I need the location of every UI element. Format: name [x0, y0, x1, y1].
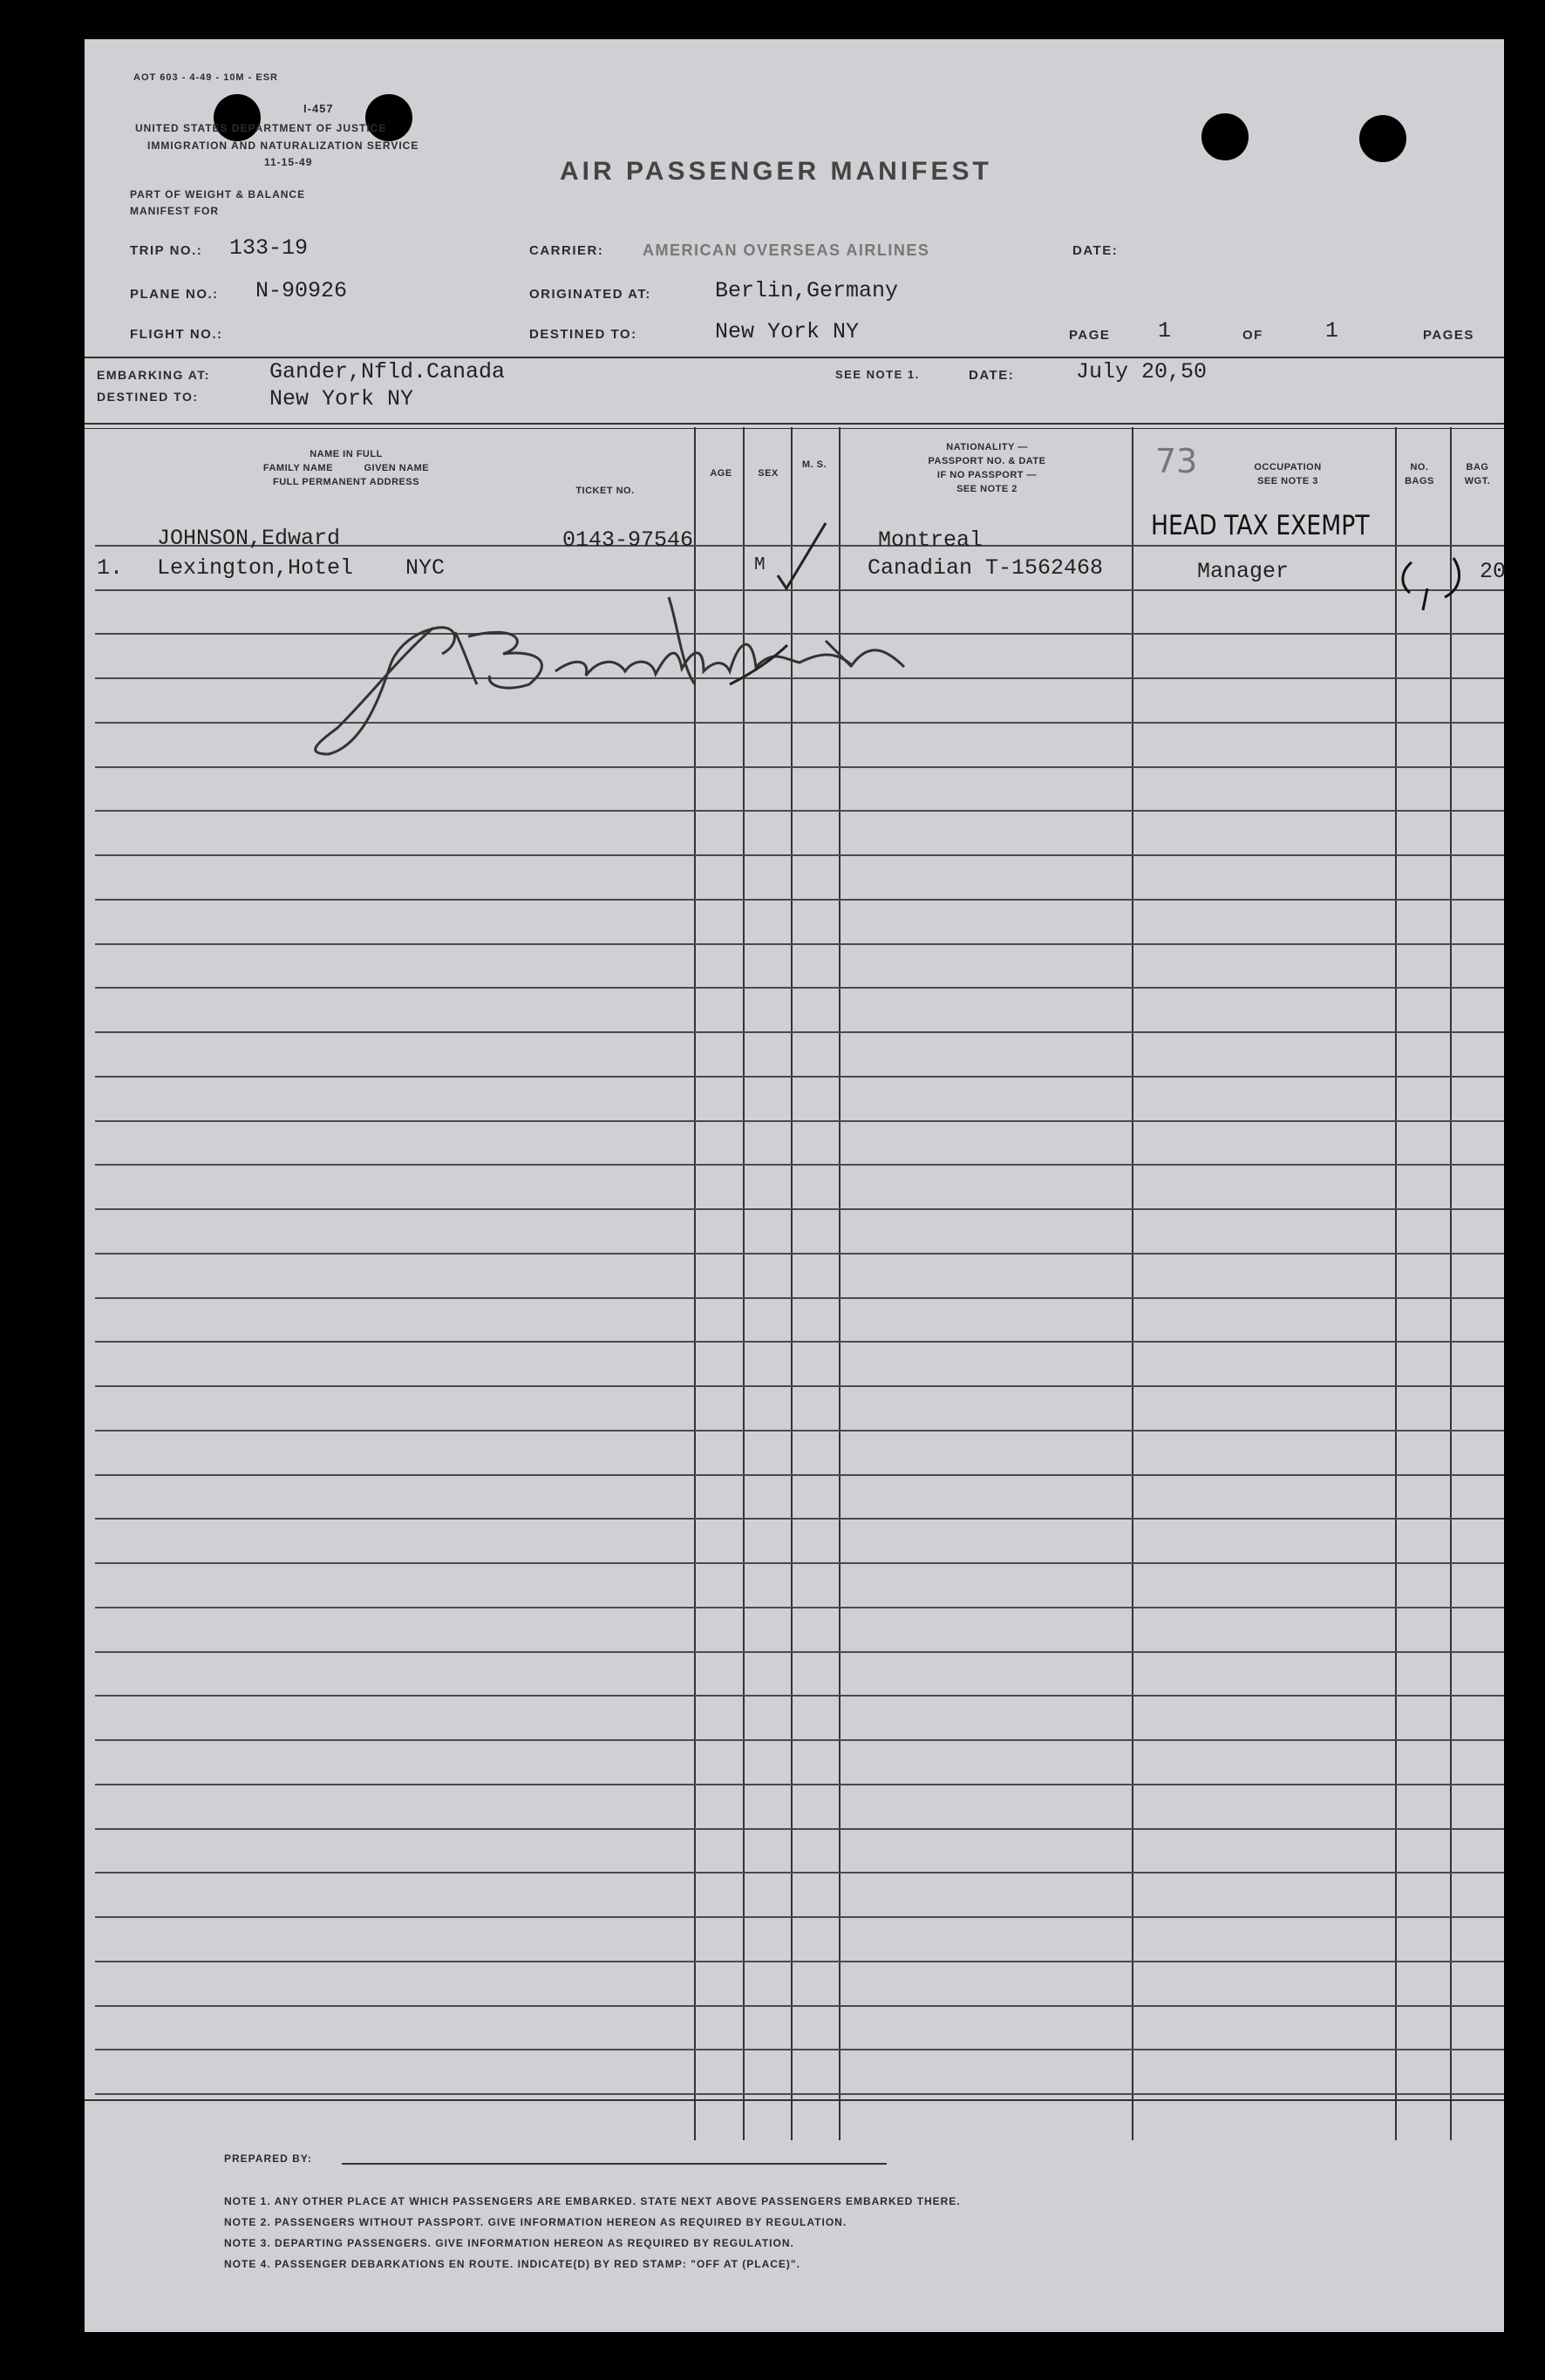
table-row-line	[95, 1916, 1504, 1918]
table-row-line	[95, 1120, 1504, 1122]
passenger-nationality-2: Canadian T-1562468	[868, 555, 1104, 581]
table-row-line	[95, 1341, 1504, 1343]
checkmark-mark	[773, 514, 878, 619]
prepared-by-line	[342, 2163, 887, 2165]
date-label: DATE:	[1072, 243, 1119, 258]
table-row-line	[95, 2049, 1504, 2050]
page-label: PAGE	[1069, 328, 1111, 343]
passenger-nationality-1: Montreal	[878, 527, 983, 553]
form-date: 11-15-49	[264, 156, 313, 168]
flight-label: FLIGHT NO.:	[130, 327, 223, 342]
passenger-ticket: 0143-97546	[562, 527, 694, 553]
table-row-line	[95, 1828, 1504, 1830]
table-row-line	[95, 987, 1504, 989]
col-sex-header: SEX	[758, 468, 779, 479]
embarking-value: Gander,Nfld.Canada	[269, 359, 506, 384]
trip-value: 133-19	[229, 235, 309, 261]
table-row-line	[95, 1961, 1504, 1962]
date2-value: July 20,50	[1076, 359, 1208, 384]
passenger-sex: M	[754, 555, 766, 575]
header-rule-1	[85, 357, 1504, 358]
form-number: I-457	[303, 102, 334, 115]
head-tax-exempt-stamp: HEAD TAX EXEMPT	[1151, 510, 1370, 541]
table-row-line	[95, 1430, 1504, 1431]
part-of-line2: MANIFEST FOR	[130, 205, 219, 217]
date2-label: DATE:	[969, 368, 1015, 383]
destined2-value: New York NY	[269, 386, 414, 411]
table-row-line	[95, 2093, 1504, 2095]
plane-label: PLANE NO.:	[130, 287, 219, 302]
destined2-label: DESTINED TO:	[97, 390, 199, 404]
passenger-row-number: 1.	[97, 555, 124, 581]
handwritten-signature	[242, 562, 1026, 763]
bottom-rule	[85, 2099, 1504, 2101]
note-3: NOTE 3. DEPARTING PASSENGERS. GIVE INFORMATION HEREON AS REQUIRED BY REGULATION.	[224, 2237, 794, 2249]
originated-label: ORIGINATED AT:	[529, 287, 651, 302]
table-row-line	[95, 810, 1504, 812]
table-row-line	[95, 1518, 1504, 1520]
embarking-label: EMBARKING AT:	[97, 368, 210, 382]
destined-label: DESTINED TO:	[529, 327, 637, 342]
service: IMMIGRATION AND NATURALIZATION SERVICE	[147, 139, 419, 152]
manifest-sheet	[85, 39, 1507, 2332]
col-bags-header: NO. BAGS	[1405, 462, 1434, 486]
table-row-line	[95, 1607, 1504, 1608]
plane-value: N-90926	[255, 278, 348, 303]
table-row-line	[95, 1076, 1504, 1078]
table-row-line	[95, 1297, 1504, 1299]
table-row-line	[95, 2005, 1504, 2007]
pages-label: PAGES	[1423, 328, 1474, 343]
col-age-header: AGE	[710, 468, 732, 479]
col-occupation-header: OCCUPATION SEE NOTE 3	[1254, 462, 1322, 486]
col-divider-6	[1395, 427, 1397, 2140]
passenger-address: Lexington,Hotel NYC	[157, 555, 446, 581]
col-bagwgt-header: BAG WGT.	[1464, 462, 1491, 486]
table-row-line	[95, 1784, 1504, 1785]
table-row-line	[95, 943, 1504, 945]
note-1: NOTE 1. ANY OTHER PLACE AT WHICH PASSENGERS ARE EMBARKED. STATE NEXT ABOVE PASSENGERS EMBARKED THERE.	[224, 2195, 961, 2207]
table-row-line	[95, 1031, 1504, 1033]
col-ms-header: M. S.	[801, 459, 827, 470]
punch-hole-4	[1359, 115, 1406, 162]
department: UNITED STATES DEPARTMENT OF JUSTICE	[135, 122, 387, 134]
trip-label: TRIP NO.:	[130, 243, 203, 258]
of-value: 1	[1325, 318, 1339, 343]
col-nationality-header: NATIONALITY — PASSPORT NO. & DATE IF NO PASSPORT — SEE NOTE 2	[928, 442, 1046, 494]
note-2: NOTE 2. PASSENGERS WITHOUT PASSPORT. GIVE INFORMATION HEREON AS REQUIRED BY REGULATION.	[224, 2216, 847, 2228]
table-row-line	[95, 1164, 1504, 1166]
part-of-line1: PART OF WEIGHT & BALANCE	[130, 188, 306, 201]
header-rule-3	[85, 428, 1504, 429]
table-row-line	[95, 1695, 1504, 1697]
table-row-line	[95, 1208, 1504, 1210]
table-row-line	[95, 1253, 1504, 1255]
passenger-bag-wgt: 20	[1480, 559, 1507, 584]
see-note-label: SEE NOTE 1.	[835, 368, 920, 381]
bags-bracket-mark	[1392, 545, 1506, 632]
note-4: NOTE 4. PASSENGER DEBARKATIONS EN ROUTE. INDICATE(D) BY RED STAMP: "OFF AT (PLACE)".	[224, 2258, 800, 2270]
annotation-73: 73	[1155, 442, 1198, 480]
table-row-line	[95, 1872, 1504, 1873]
table-row-line	[95, 1562, 1504, 1564]
table-row-line	[95, 899, 1504, 901]
originated-value: Berlin,Germany	[715, 278, 899, 303]
passenger-name: JOHNSON,Edward	[157, 526, 341, 551]
col-divider-7	[1450, 427, 1452, 2140]
table-row-line	[95, 854, 1504, 856]
table-row-line	[95, 766, 1504, 768]
table-row-line	[95, 1651, 1504, 1653]
col-divider-5	[1132, 427, 1133, 2140]
page-title: AIR PASSENGER MANIFEST	[560, 157, 992, 186]
of-label: OF	[1242, 328, 1263, 343]
passenger-occupation: Manager	[1197, 559, 1290, 584]
punch-hole-3	[1201, 113, 1249, 160]
col-name-header: NAME IN FULL FAMILY NAME GIVEN NAME FULL PERMANENT ADDRESS	[262, 449, 430, 487]
prepared-by-label: PREPARED BY:	[224, 2152, 312, 2165]
table-row-line	[95, 1385, 1504, 1387]
header-rule-2	[85, 423, 1504, 425]
destined-value: New York NY	[715, 319, 860, 344]
carrier-label: CARRIER:	[529, 243, 604, 258]
carrier-value: AMERICAN OVERSEAS AIRLINES	[643, 241, 930, 259]
page-value: 1	[1158, 318, 1172, 343]
col-ticket-header: TICKET NO.	[575, 486, 635, 496]
table-row-line	[95, 1739, 1504, 1741]
form-line: AOT 603 - 4-49 - 10M - ESR	[133, 72, 278, 83]
table-row-line	[95, 1474, 1504, 1476]
